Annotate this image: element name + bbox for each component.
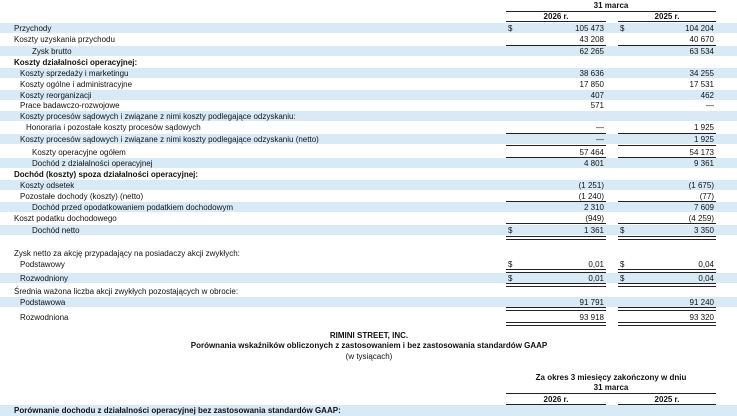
value-2026: 38 636 bbox=[579, 69, 604, 78]
row-label: Koszty odsetek bbox=[20, 181, 75, 190]
value-2026: 91 791 bbox=[579, 298, 604, 307]
value-2025: (4 259) bbox=[688, 214, 714, 223]
value-2025: 104 204 bbox=[685, 24, 714, 33]
col-header-2026: 2026 r. bbox=[543, 12, 569, 21]
value-2026: 407 bbox=[590, 91, 604, 100]
row-label: Dochód przed opodatkowaniem podatkiem dochodowym bbox=[32, 203, 234, 212]
value-2025: 1 925 bbox=[693, 135, 714, 144]
currency-symbol: $ bbox=[508, 24, 513, 33]
currency-symbol: $ bbox=[620, 24, 625, 33]
table-row-general-admin bbox=[0, 79, 737, 89]
col-header-2026: 2026 r. bbox=[543, 395, 569, 404]
table-row-reconciliation-heading bbox=[0, 405, 737, 416]
value-2025: (1 675) bbox=[688, 181, 714, 190]
row-label: Podstawowy bbox=[20, 260, 65, 269]
value-2025: 63 534 bbox=[689, 47, 714, 56]
section-heading-eps bbox=[0, 248, 737, 258]
currency-symbol: $ bbox=[508, 274, 513, 283]
table-row-interest bbox=[0, 180, 737, 190]
total-double-rule bbox=[506, 307, 606, 311]
table-row-tax bbox=[0, 213, 737, 223]
table-row-shares-basic bbox=[0, 297, 737, 307]
value-2026: — bbox=[596, 135, 604, 144]
table-row-revenue bbox=[0, 23, 737, 33]
value-2026: (949) bbox=[585, 214, 604, 223]
header-rule bbox=[506, 393, 716, 394]
value-2025: 9 361 bbox=[693, 159, 714, 168]
section-title: Porównania wskaźników obliczonych z zastosowaniem i bez zastosowania standardów GAAP bbox=[190, 341, 548, 350]
value-2025: 3 350 bbox=[693, 226, 714, 235]
currency-symbol: $ bbox=[620, 274, 625, 283]
row-label: Prace badawczo-rozwojowe bbox=[20, 101, 120, 110]
row-label: Koszty procesów sądowych i związane z nimi koszty podlegające odzyskaniu (netto) bbox=[20, 135, 319, 144]
value-2025: 54 173 bbox=[689, 148, 714, 157]
row-label: Zysk netto za akcję przypadający na posiadaczy akcji zwykłych: bbox=[14, 249, 240, 258]
value-2026: 4 801 bbox=[583, 159, 604, 168]
period-line-1: Za okres 3 miesięcy zakończony w dniu bbox=[535, 373, 687, 382]
total-double-rule bbox=[618, 236, 716, 240]
table-row-litigation-fees bbox=[0, 122, 737, 132]
subtotal-rule bbox=[506, 223, 606, 224]
row-label: Koszty operacyjne ogółem bbox=[32, 148, 126, 157]
subtotal-rule bbox=[506, 145, 606, 146]
row-label: Średnia ważona liczba akcji zwykłych pozostających w obrocie: bbox=[14, 287, 239, 296]
value-2025: 17 531 bbox=[689, 80, 714, 89]
table-row-other bbox=[0, 191, 737, 201]
value-2025: 1 925 bbox=[693, 123, 714, 132]
subtotal-rule bbox=[618, 223, 716, 224]
total-double-rule bbox=[506, 236, 606, 240]
value-2025: 40 670 bbox=[689, 35, 714, 44]
total-double-rule bbox=[618, 322, 716, 326]
value-2025: 0,04 bbox=[698, 260, 714, 269]
total-double-rule bbox=[506, 322, 606, 326]
row-label: Podstawowa bbox=[20, 298, 66, 307]
table-row-litigation-net bbox=[0, 134, 737, 144]
section-subtitle: (w tysiącach) bbox=[345, 352, 393, 361]
value-2026: 57 464 bbox=[579, 148, 604, 157]
row-label: Zysk brutto bbox=[32, 47, 72, 56]
value-2026: 43 208 bbox=[579, 35, 604, 44]
currency-symbol: $ bbox=[620, 260, 625, 269]
value-2026: 571 bbox=[590, 101, 604, 110]
total-double-rule bbox=[618, 307, 716, 311]
value-2026: 17 850 bbox=[579, 80, 604, 89]
table-row-total-opex bbox=[0, 147, 737, 157]
row-label: Koszty działalności operacyjnej: bbox=[14, 58, 138, 67]
table-row-reorganization bbox=[0, 90, 737, 100]
section-heading-shares bbox=[0, 286, 737, 296]
row-label: Pozostałe dochody (koszty) (netto) bbox=[20, 192, 144, 201]
section-heading-opex bbox=[0, 57, 737, 67]
currency-symbol: $ bbox=[620, 226, 625, 235]
table-row-pretax bbox=[0, 202, 737, 212]
row-label: Porównanie dochodu z działalności operacyjnej bez zastosowania standardów GAAP: bbox=[14, 406, 341, 415]
row-label: Koszt podatku dochodowego bbox=[14, 214, 117, 223]
row-label: Dochód z działalności operacyjnej bbox=[32, 159, 153, 168]
table-row-shares-diluted bbox=[0, 312, 737, 322]
row-label: Przychody bbox=[14, 24, 52, 33]
currency-symbol: $ bbox=[508, 226, 513, 235]
value-2025: 0,04 bbox=[698, 274, 714, 283]
value-2026: 0,01 bbox=[588, 274, 604, 283]
value-2025: 462 bbox=[700, 91, 714, 100]
col-header-2025: 2025 r. bbox=[654, 395, 680, 404]
table-row-sales-marketing bbox=[0, 68, 737, 78]
currency-symbol: $ bbox=[508, 260, 513, 269]
section-heading-nonop bbox=[0, 169, 737, 179]
row-label: Koszty procesów sądowych i związane z nimi koszty podlegające odzyskaniu: bbox=[20, 112, 296, 121]
value-2026: 105 473 bbox=[575, 24, 604, 33]
company-name: RIMINI STREET, INC. bbox=[329, 331, 409, 340]
row-label: Rozwodniona bbox=[20, 313, 69, 322]
value-2025: 7 609 bbox=[693, 203, 714, 212]
row-label: Koszty uzyskania przychodu bbox=[14, 35, 115, 44]
table-row-gross-profit bbox=[0, 46, 737, 56]
subtotal-rule bbox=[618, 145, 716, 146]
value-2026: 0,01 bbox=[588, 260, 604, 269]
value-2025: 34 255 bbox=[689, 69, 714, 78]
col1-header-underline bbox=[506, 21, 606, 22]
period-label: 31 marca bbox=[593, 1, 629, 10]
col-header-2025: 2025 r. bbox=[654, 12, 680, 21]
table-row-basic-eps bbox=[0, 259, 737, 269]
value-2026: — bbox=[596, 123, 604, 132]
row-label: Dochód (koszty) spoza działalności operacyjnej: bbox=[14, 170, 199, 179]
row-label: Dochód netto bbox=[32, 226, 80, 235]
table-row-net-income bbox=[0, 225, 737, 235]
value-2026: 2 310 bbox=[583, 203, 604, 212]
value-2025: (77) bbox=[699, 192, 714, 201]
row-label: Koszty ogólne i administracyjne bbox=[20, 80, 133, 89]
table-row-cost-of-revenue bbox=[0, 34, 737, 44]
value-2026: 93 918 bbox=[579, 313, 604, 322]
value-2025: — bbox=[706, 101, 714, 110]
value-2025: 93 320 bbox=[689, 313, 714, 322]
table-row-operating-income bbox=[0, 158, 737, 168]
period-line-2: 31 marca bbox=[593, 383, 629, 392]
value-2026: 1 361 bbox=[583, 226, 604, 235]
row-label: Rozwodniony bbox=[20, 274, 69, 283]
table-row-litigation-header bbox=[0, 111, 737, 121]
row-label: Koszty sprzedaży i marketingu bbox=[20, 69, 129, 78]
table-row-research bbox=[0, 100, 737, 110]
header-rule bbox=[506, 11, 716, 12]
table-row-diluted-eps bbox=[0, 273, 737, 283]
value-2026: (1 240) bbox=[578, 192, 604, 201]
value-2025: 91 240 bbox=[689, 298, 714, 307]
col2-header-underline bbox=[618, 21, 716, 22]
value-2026: (1 251) bbox=[578, 181, 604, 190]
value-2026: 62 265 bbox=[579, 47, 604, 56]
row-label: Koszty reorganizacji bbox=[20, 91, 92, 100]
row-label: Honoraria i pozostałe koszty procesów sądowych bbox=[26, 123, 201, 132]
